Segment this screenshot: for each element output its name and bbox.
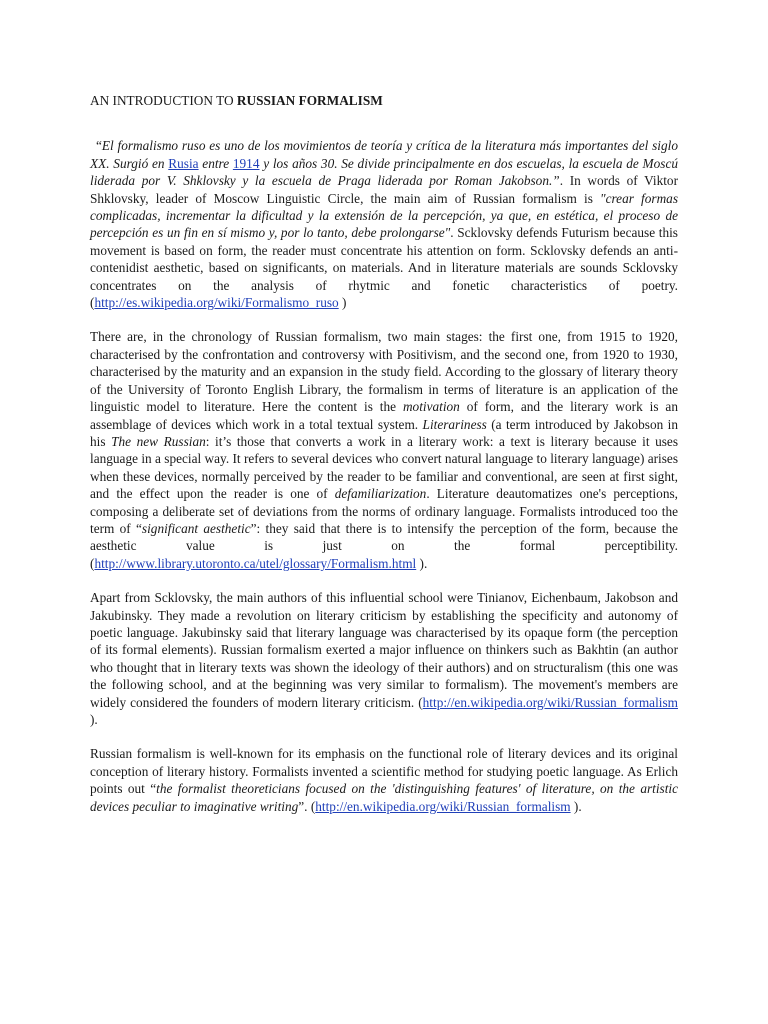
p2-text-4: : it’s those that converts a work in a literary work: a text is literary because it uses language in a special way. It refers to several devices who convert natural language to literary language) arises when these devices, normally perceived by the reader to be familiar and conventional, are seen at first sight, and the effect upon the reader is one of xyxy=(90,433,679,502)
p1-spanish-quote-a: El formalismo ruso es uno de los movimientos de teoría y crítica de la literatura más importantes del siglo XX. Surgió en xyxy=(90,138,678,171)
p2-italic-defamiliarization: defamiliarization xyxy=(334,486,427,502)
paragraph-3 xyxy=(90,589,678,728)
p1-text-a: . In words of Viktor Shklovsky, leader of Moscow Linguistic Circle, the main aim of Russian formalism is xyxy=(90,173,679,206)
p3-text-1: Apart from Scklovsky, the main authors of this influential school were Tinianov, Eichenbaum, Jakobson and Jakubinsky. They made a revolution on literary criticism by establishing the specificity and autonomy of poetic language. Jakubinsky said that literary language was characterised by its opaque form (the perception of its formal elements). Russian formalism exerted a major influence on thinkers such as Bakhtin (an author who thought that in literary texts was shown the ideology of their authors) and on structuralism (this one was the following school, and at the beginning was very similar to formalism). The movement's members are widely considered the founders of modern literary criticism. ( xyxy=(90,590,678,710)
p1-shklovsky-quote: "crear formas complicadas, incrementar la dificultad y la extensión de la percepción, ya que, en estética, el proceso de percepción es un fin en sí mismo y, por lo tanto, debe prolongarse" xyxy=(90,190,678,241)
p1-open-quote: “ xyxy=(96,138,102,154)
paragraph-4 xyxy=(90,745,678,815)
link-en-wikipedia-russian-formalism-2[interactable]: http://en.wikipedia.org/wiki/Russian_formalism xyxy=(315,798,571,814)
p2-italic-literariness: Literariness xyxy=(422,416,487,432)
link-rusia[interactable]: Rusia xyxy=(168,155,199,171)
p2-text-1: There are, in the chronology of Russian formalism, two main stages: the first one, from 1915 to 1920, characterised by the confrontation and controversy with Positivism, and the second one, from 1920 to 1930, characterised by the maturity and an expansion in the study field. According to the glossary of literary theory of the University of Toronto English Library, the formalism in terms of literature is an application of the linguistic model to literature. Here the content is the xyxy=(90,329,678,415)
link-en-wikipedia-russian-formalism[interactable]: http://en.wikipedia.org/wiki/Russian_formalism xyxy=(422,694,678,710)
p4-erlich-quote: the formalist theoreticians focused on the 'distinguishing features' of literature, on the artistic devices peculiar to imaginative writing xyxy=(90,781,678,814)
title-bold: RUSSIAN FORMALISM xyxy=(236,93,383,108)
link-es-wikipedia-formalismo[interactable]: http://es.wikipedia.org/wiki/Formalismo_ruso xyxy=(94,295,339,311)
p2-text-5: . Literature deautomatizes one's perceptions, composing a deliberate set of deviations from the norms of ordinary language. Formalists introduced too the term of “ xyxy=(90,486,678,536)
p3-text-2: ). xyxy=(90,712,98,727)
link-utoronto-glossary[interactable]: http://www.library.utoronto.ca/utel/glossary/Formalism.html xyxy=(94,555,417,571)
paragraph-1 xyxy=(90,137,678,311)
p4-text-1: Russian formalism is well-known for its emphasis on the functional role of literary devices and its original conception of literary history. Formalists invented a scientific method for studying poetic language. As Erlich points out “ xyxy=(90,746,678,797)
p1-spanish-quote-b: entre xyxy=(198,155,233,171)
p2-text-6: ”: they said that there is to intensify the perception of the form, because the aesthetic value is just on the formal perceptibility. ( xyxy=(90,520,678,571)
p2-italic-new-russian: The new Russian xyxy=(111,433,206,449)
p4-text-2: ”. ( xyxy=(298,798,316,814)
p2-text-3: (a term introduced by Jakobson in his xyxy=(90,416,679,449)
p2-italic-significant-aesthetic: significant aesthetic xyxy=(141,520,251,536)
link-1914[interactable]: 1914 xyxy=(232,155,260,171)
p1-text-c: ) xyxy=(338,295,347,311)
title-prefix: AN INTRODUCTION TO xyxy=(90,93,237,108)
document-page xyxy=(90,92,678,832)
p4-text-3: ). xyxy=(570,798,582,814)
p1-spanish-quote-c: y los años 30. Se divide principalmente en dos escuelas, la escuela de Moscú liderada por V. Shklovsky y la escuela de Praga liderada por Roman Jakobson.” xyxy=(90,155,678,189)
p2-text-7: ). xyxy=(416,555,428,571)
p1-text-b: . Scklovsky defends Futurism because this movement is based on form, the reader must concentrate his attention on form. Scklovsky defends an anti-contenidist aesthetic, based on significants, on materials. And in literature materials are sounds Scklovsky concentrates on the analysis of rhytmic and fonetic characteristics of poetry. ( xyxy=(90,225,678,311)
p2-text-2: of form, and the literary work is an assemblage of devices which work in a total textual system. xyxy=(90,399,678,432)
paragraph-2 xyxy=(90,328,678,572)
document-title xyxy=(90,92,678,109)
p2-italic-motivation: motivation xyxy=(402,399,460,415)
